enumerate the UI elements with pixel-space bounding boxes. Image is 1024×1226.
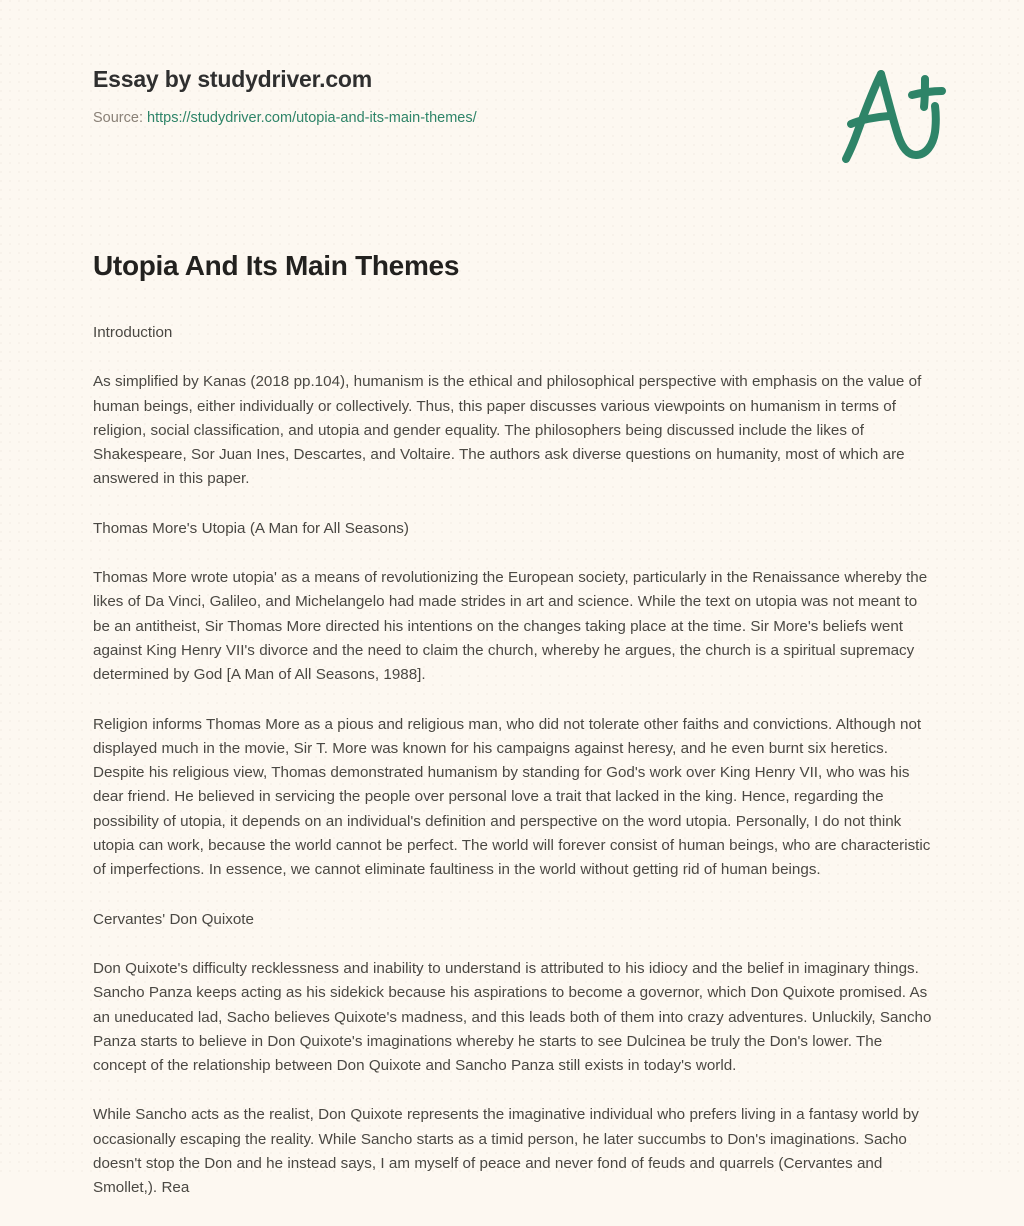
- paragraph-thomas-more-2: Religion informs Thomas More as a pious and religious man, who did not tolerate other faiths and convictions. Although not displayed much in the movie, Sir T. More was known for his campaigns against heresy, and he even burnt six heretics. Despite his religious view, Thomas demonstrated humanism by standing for God's work over King Henry VII, who was his dear friend. He believed in servicing the people over personal love a trait that lacked in the king. Hence, regarding the possibility of utopia, it depends on an individual's definition and perspective on the word utopia. Personally, I do not think utopia can work, because the world cannot be perfect. The world will forever consist of human beings, who are characteristic of imperfections. In essence, we cannot eliminate faultiness in the world without getting rid of human beings.: [93, 715, 931, 879]
- source-label: Source:: [93, 109, 143, 126]
- site-attribution-title: Essay by studydriver.com: [93, 66, 373, 92]
- paragraph-thomas-more-1: Thomas More wrote utopia' as a means of revolutionizing the European society, particularly in the Renaissance whereby the likes of Da Vinci, Galileo, and Michelangelo had made strides in art and science. While the text on utopia was not meant to be an antitheist, Sir Thomas More directed his intentions on the changes taking place at the time. Sir More's beliefs went against King Henry VII's divorce and the need to claim the church, whereby he argues, the church is a spiritual supremacy determined by God [A Man of All Seasons, 1988].: [93, 569, 928, 684]
- source-line: [93, 110, 954, 126]
- page-title: Utopia And Its Main Themes: [93, 250, 460, 281]
- section-heading-thomas-more-utopia: Thomas More's Utopia (A Man for All Seasons): [93, 519, 409, 537]
- page-header: [93, 60, 954, 180]
- section-heading-introduction: Introduction: [93, 324, 173, 341]
- a-plus-logo: [834, 62, 954, 172]
- paragraph-introduction-body: As simplified by Kanas (2018 pp.104), humanism is the ethical and philosophical perspective with emphasis on the value of human beings, either individually or collectively. Thus, this paper discusses various viewpoints on humanism in terms of religion, social classification, and utopia and gender equality. The philosophers being discussed include the likes of Shakespeare, Sor Juan Ines, Descartes, and Voltaire. The authors ask diverse questions on humanity, most of which are answered in this paper.: [93, 373, 922, 488]
- article-body: [93, 248, 933, 1226]
- source-url-link[interactable]: https://studydriver.com/utopia-and-its-main-themes/: [147, 109, 477, 126]
- paragraph-don-quixote-1: Don Quixote's difficulty recklessness and inability to understand is attributed to his idiocy and the belief in imaginary things. Sancho Panza keeps acting as his sidekick because his aspirations to become a governor, which Don Quixote promised. As an uneducated lad, Sacho believes Quixote's madness, and this leads both of them into crazy adventures. Unluckily, Sancho Panza starts to believe in Don Quixote's imaginations whereby he starts to see Dulcinea be truly the Don's lower. The concept of the relationship between Don Quixote and Sancho Panza still exists in today's world.: [93, 959, 932, 1075]
- section-heading-cervantes-don-quixote: Cervantes' Don Quixote: [93, 910, 254, 928]
- paragraph-don-quixote-2: While Sancho acts as the realist, Don Quixote represents the imaginative individual who prefers living in a fantasy world by occasionally escaping the reality. While Sancho starts as a timid person, he later succumbs to Don's imaginations. Sacho doesn't stop the Don and he instead says, I am myself of peace and never fond of feuds and quarrels (Cervantes and Smollet,). Rea: [93, 1106, 919, 1197]
